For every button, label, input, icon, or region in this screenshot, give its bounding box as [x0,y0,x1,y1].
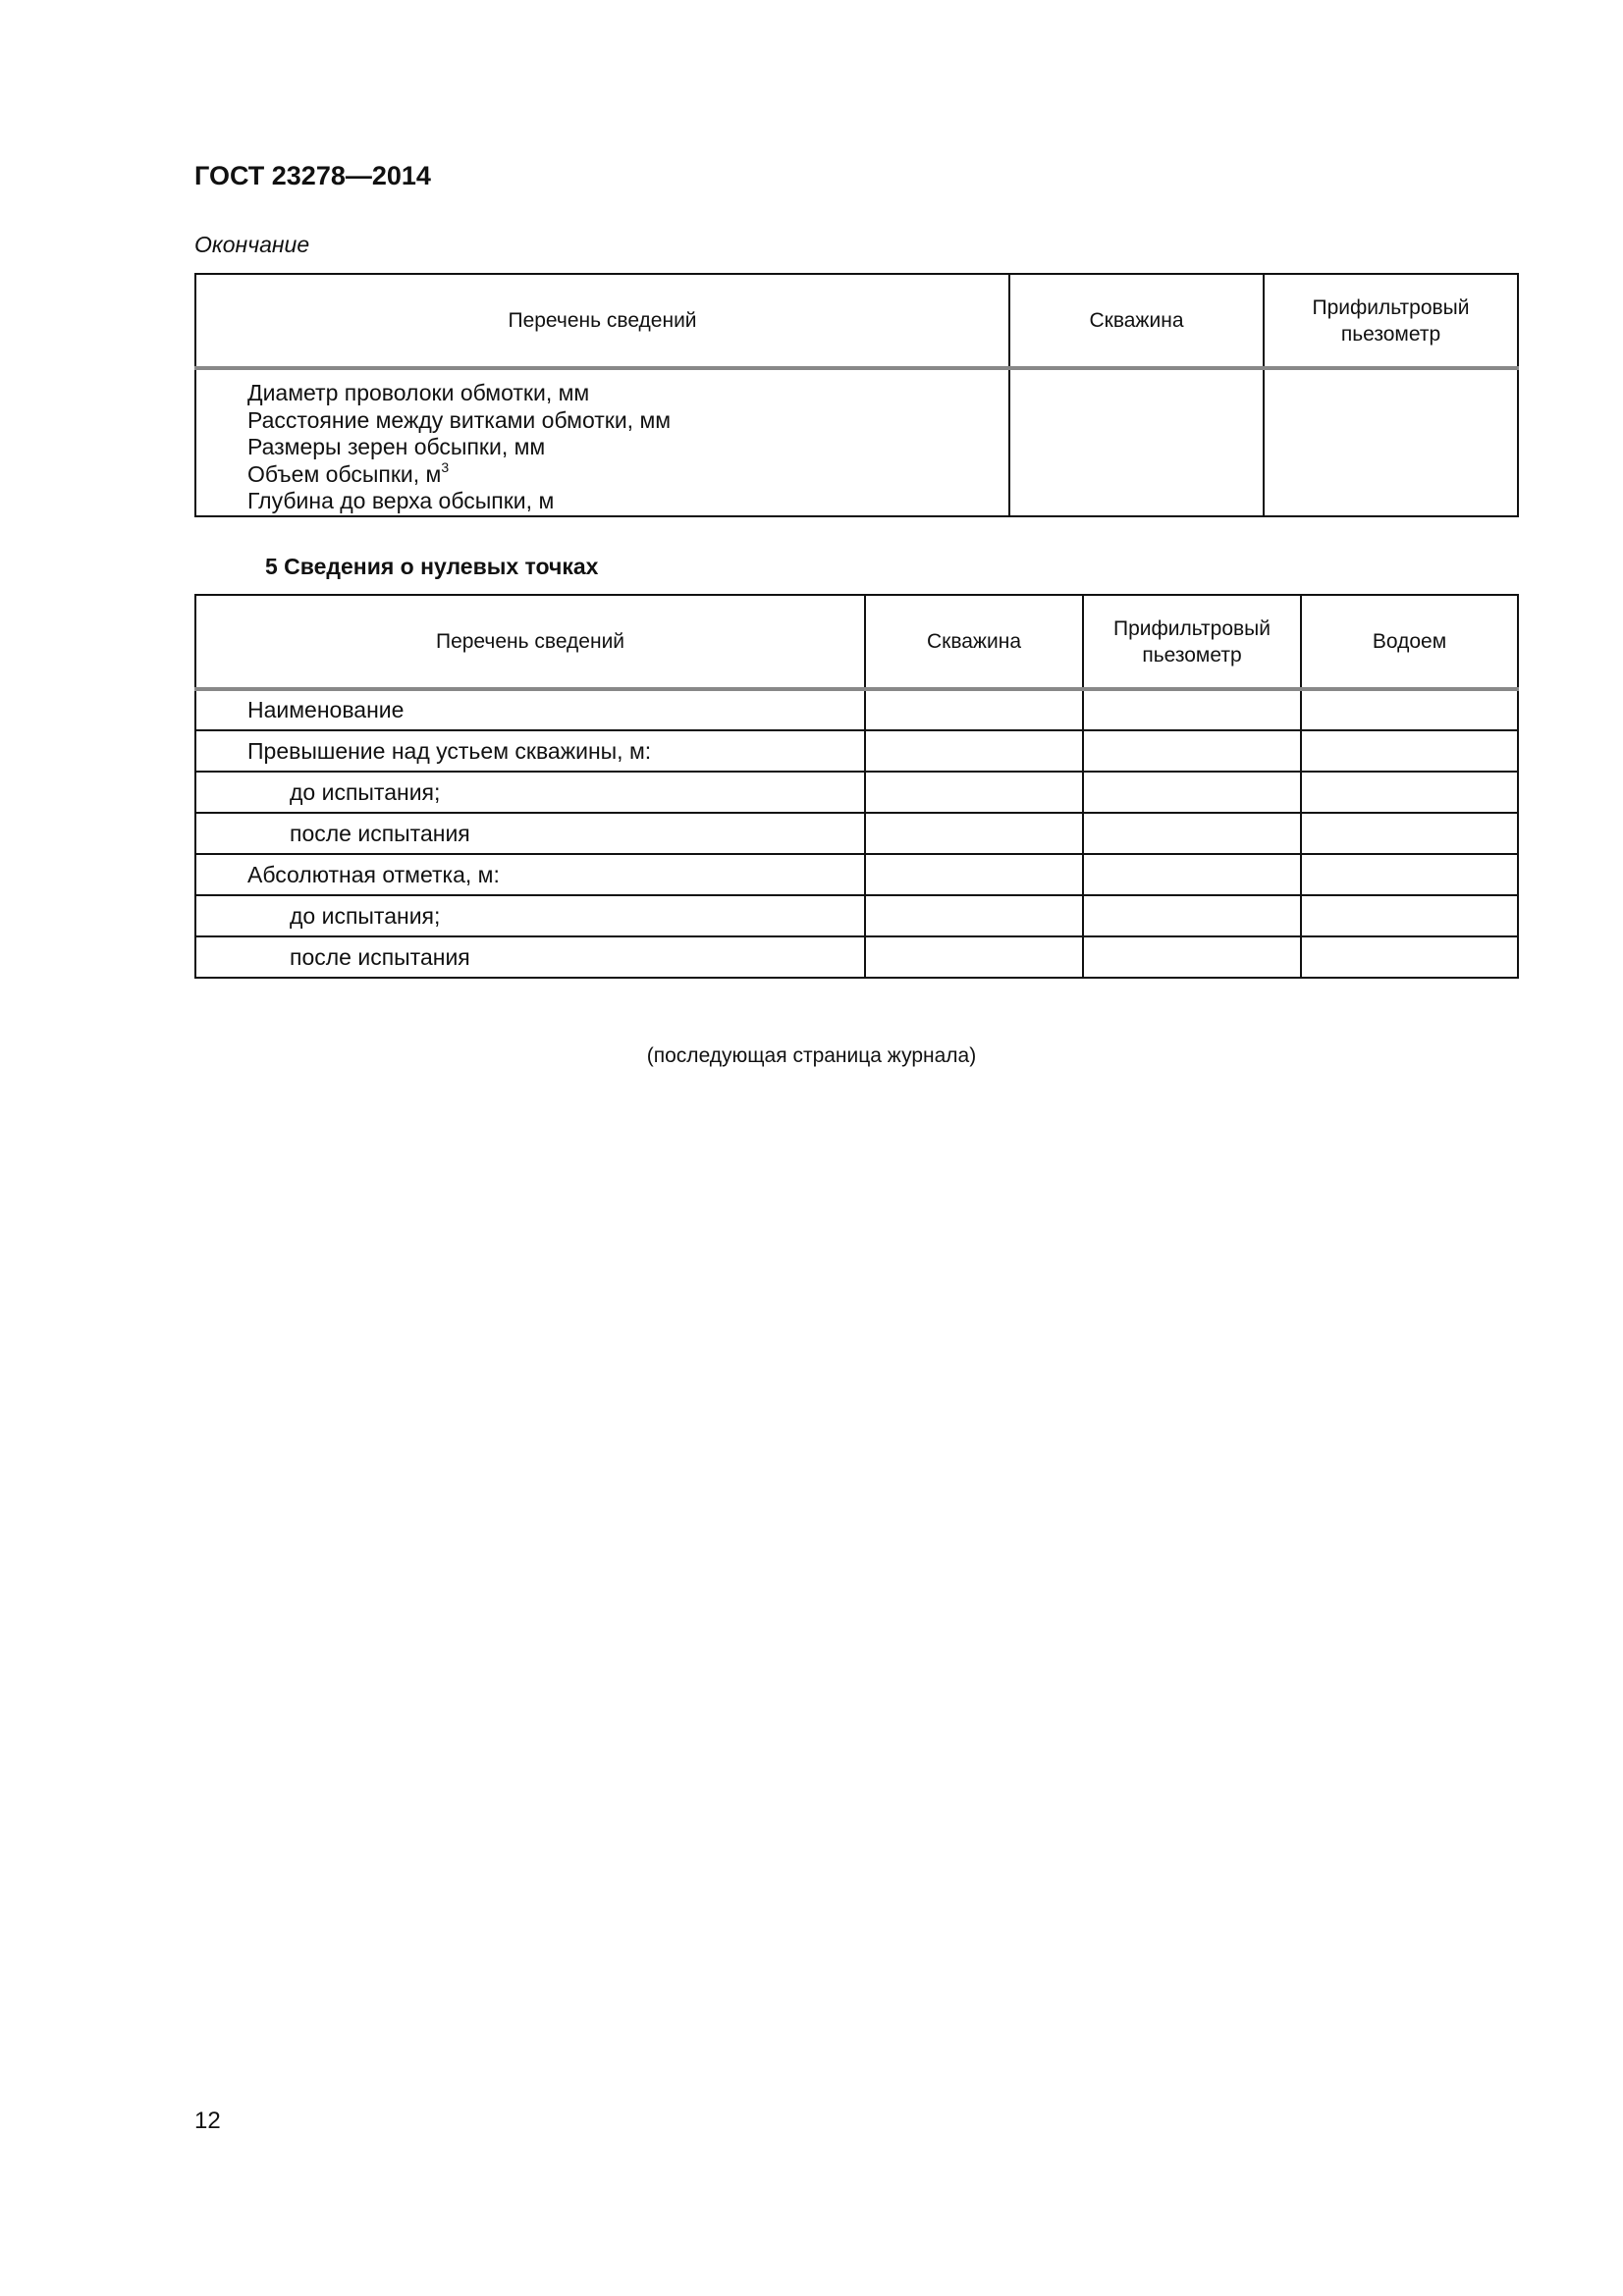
piezometer-value-cell[interactable] [1264,368,1518,516]
table-row [195,772,1518,813]
well-value-cell[interactable] [865,730,1083,772]
well-filter-table [194,273,1519,517]
reservoir-value-cell[interactable] [1301,730,1518,772]
list-item: Объем обсыпки, $м^3$ [247,458,450,487]
table-row [195,895,1518,936]
column-header-piezometer: Прифильтровый пьезометр [1264,274,1518,368]
next-page-note: (последующая страница журнала) [646,1044,977,1067]
well-value-cell[interactable] [865,772,1083,813]
document-number: ГОСТ 23278—2014 [194,161,431,190]
row-label: Абсолютная отметка, м: [195,854,865,895]
column-header-well: Скважина [1009,274,1264,368]
reservoir-value-cell[interactable] [1301,895,1518,936]
row-label: после испытания [195,936,865,978]
piezometer-value-cell[interactable] [1083,772,1301,813]
table-row [195,730,1518,772]
info-list-cell [195,368,1009,516]
table-row [195,368,1518,516]
piezometer-value-cell[interactable] [1083,936,1301,978]
section-title: 5 Сведения о нулевых точках [265,554,599,579]
row-label: до испытания; [195,772,865,813]
well-value-cell[interactable] [865,895,1083,936]
zero-points-table [194,594,1519,979]
piezometer-value-cell[interactable] [1083,813,1301,854]
well-value-cell[interactable] [1009,368,1264,516]
table-row [195,813,1518,854]
reservoir-value-cell[interactable] [1301,689,1518,730]
table-header-row [195,274,1518,368]
column-header-piezometer: Прифильтровый пьезометр [1083,595,1301,689]
reservoir-value-cell[interactable] [1301,854,1518,895]
row-label: до испытания; [195,895,865,936]
column-header-info-list: Перечень сведений [195,595,865,689]
reservoir-value-cell[interactable] [1301,813,1518,854]
table-row [195,689,1518,730]
row-label: Наименование [195,689,865,730]
reservoir-value-cell[interactable] [1301,772,1518,813]
well-value-cell[interactable] [865,936,1083,978]
list-item: Глубина до верха обсыпки, м [247,488,555,513]
reservoir-value-cell[interactable] [1301,936,1518,978]
piezometer-value-cell[interactable] [1083,854,1301,895]
unit-exponent: 3 [441,458,450,475]
well-value-cell[interactable] [865,689,1083,730]
row-label: после испытания [195,813,865,854]
continuation-label: Окончание [194,232,310,257]
column-header-reservoir: Водоем [1301,595,1518,689]
table-header-row [195,595,1518,689]
piezometer-value-cell[interactable] [1083,730,1301,772]
list-item: Расстояние между витками обмотки, мм [247,406,672,433]
piezometer-value-cell[interactable] [1083,895,1301,936]
list-item: Размеры зерен обсыпки, мм [247,434,546,459]
well-value-cell[interactable] [865,854,1083,895]
column-header-info-list: Перечень сведений [195,274,1009,368]
table-row [195,854,1518,895]
column-header-well: Скважина [865,595,1083,689]
table-row [195,936,1518,978]
list-item: Диаметр проволоки обмотки, мм [247,380,590,405]
page-number: 12 [194,2108,221,2134]
row-label: Превышение над устьем скважины, м: [195,730,865,772]
piezometer-value-cell[interactable] [1083,689,1301,730]
well-value-cell[interactable] [865,813,1083,854]
